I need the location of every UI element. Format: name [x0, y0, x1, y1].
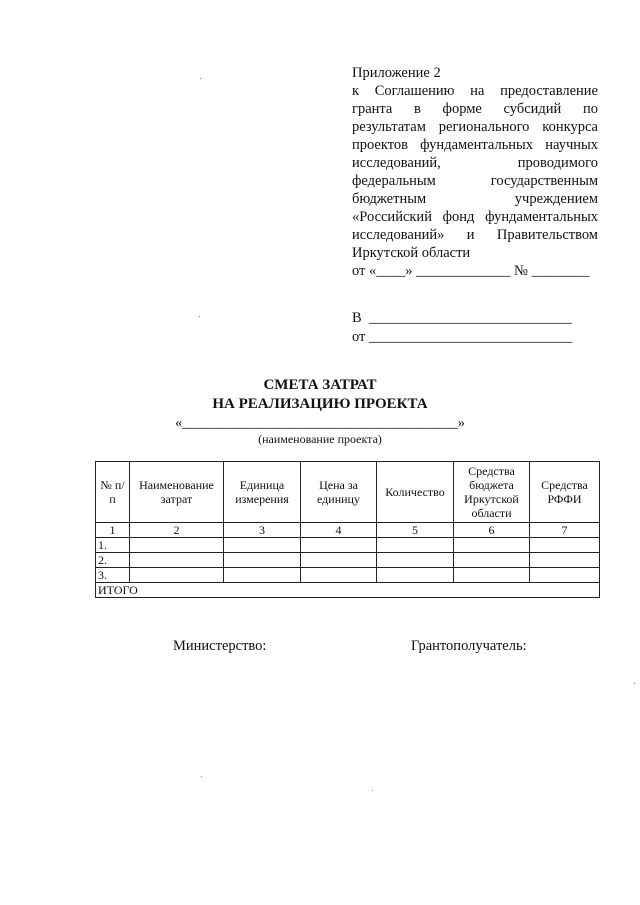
appendix-header	[352, 64, 598, 280]
table-cell[interactable]	[530, 553, 600, 568]
appendix-line: результатам регионального конкурса	[352, 119, 598, 135]
column-number: 6	[454, 523, 530, 538]
project-name-caption: (наименование проекта)	[258, 432, 382, 446]
row-number: 3.	[96, 568, 130, 583]
table-cell[interactable]	[224, 553, 301, 568]
header-rffi-funds: Средства РФФИ	[530, 462, 600, 523]
header-cost-name: Наименование затрат	[130, 462, 224, 523]
header-unit: Единица измерения	[224, 462, 301, 523]
appendix-line: федеральным государственным	[352, 173, 598, 189]
scan-speck	[634, 683, 635, 684]
header-quantity: Количество	[377, 462, 454, 523]
appendix-line: проектов фундаментальных научных	[352, 137, 598, 153]
appendix-number: Приложение 2	[352, 65, 441, 81]
table-cell[interactable]	[224, 538, 301, 553]
table-cell[interactable]	[130, 538, 224, 553]
table-cell[interactable]	[454, 553, 530, 568]
scan-speck	[201, 776, 202, 777]
table-cell[interactable]	[130, 553, 224, 568]
table-cell[interactable]	[301, 568, 377, 583]
table-cell[interactable]	[301, 538, 377, 553]
appendix-line: исследований, проводимого	[352, 155, 598, 171]
scan-speck	[200, 78, 201, 79]
document-subtitle: НА РЕАЛИЗАЦИЮ ПРОЕКТА	[212, 396, 428, 412]
scan-speck	[372, 790, 373, 791]
table-row	[96, 553, 600, 568]
row-number: 2.	[96, 553, 130, 568]
document-title: СМЕТА ЗАТРАТ	[263, 377, 377, 393]
appendix-line: «Российский фонд фундаментальных	[352, 209, 598, 225]
table-cell[interactable]	[224, 568, 301, 583]
estimate-table	[95, 461, 600, 598]
column-number: 2	[130, 523, 224, 538]
column-number: 3	[224, 523, 301, 538]
table-cell[interactable]	[377, 568, 454, 583]
appendix-line: исследований» и Правительством	[352, 227, 598, 243]
recipient-from-line: от ____________________________	[352, 329, 573, 345]
project-name-line: «______________________________________»	[175, 415, 465, 431]
column-number-row	[96, 523, 600, 538]
ministry-signature-label: Министерство:	[173, 638, 267, 654]
table-cell[interactable]	[454, 538, 530, 553]
table-cell[interactable]	[530, 538, 600, 553]
table-cell[interactable]	[301, 553, 377, 568]
table-cell[interactable]	[530, 568, 600, 583]
appendix-line: бюджетным учреждением	[352, 191, 598, 207]
row-number: 1.	[96, 538, 130, 553]
total-row	[96, 583, 600, 598]
table-row	[96, 538, 600, 553]
table-cell[interactable]	[130, 568, 224, 583]
grantee-signature-label: Грантополучатель:	[411, 638, 527, 654]
table-cell[interactable]	[454, 568, 530, 583]
column-number: 5	[377, 523, 454, 538]
recipient-to-line: В ____________________________	[352, 310, 572, 326]
header-unit-price: Цена за единицу	[301, 462, 377, 523]
appendix-date-line: от «____» _____________ № ________	[352, 263, 590, 279]
table-cell[interactable]	[377, 553, 454, 568]
appendix-line: гранта в форме субсидий по	[352, 101, 598, 117]
total-label: ИТОГО	[96, 583, 600, 598]
column-number: 7	[530, 523, 600, 538]
header-regional-budget: Средства бюджета Иркутской области	[454, 462, 530, 523]
table-row	[96, 568, 600, 583]
table-cell[interactable]	[377, 538, 454, 553]
appendix-line: к Соглашению на предоставление	[352, 83, 598, 99]
header-number: № п/п	[96, 462, 130, 523]
appendix-line: Иркутской области	[352, 245, 471, 261]
scan-speck	[199, 316, 200, 317]
table-header-row	[96, 462, 600, 523]
column-number: 1	[96, 523, 130, 538]
recipient-block	[352, 309, 572, 347]
column-number: 4	[301, 523, 377, 538]
